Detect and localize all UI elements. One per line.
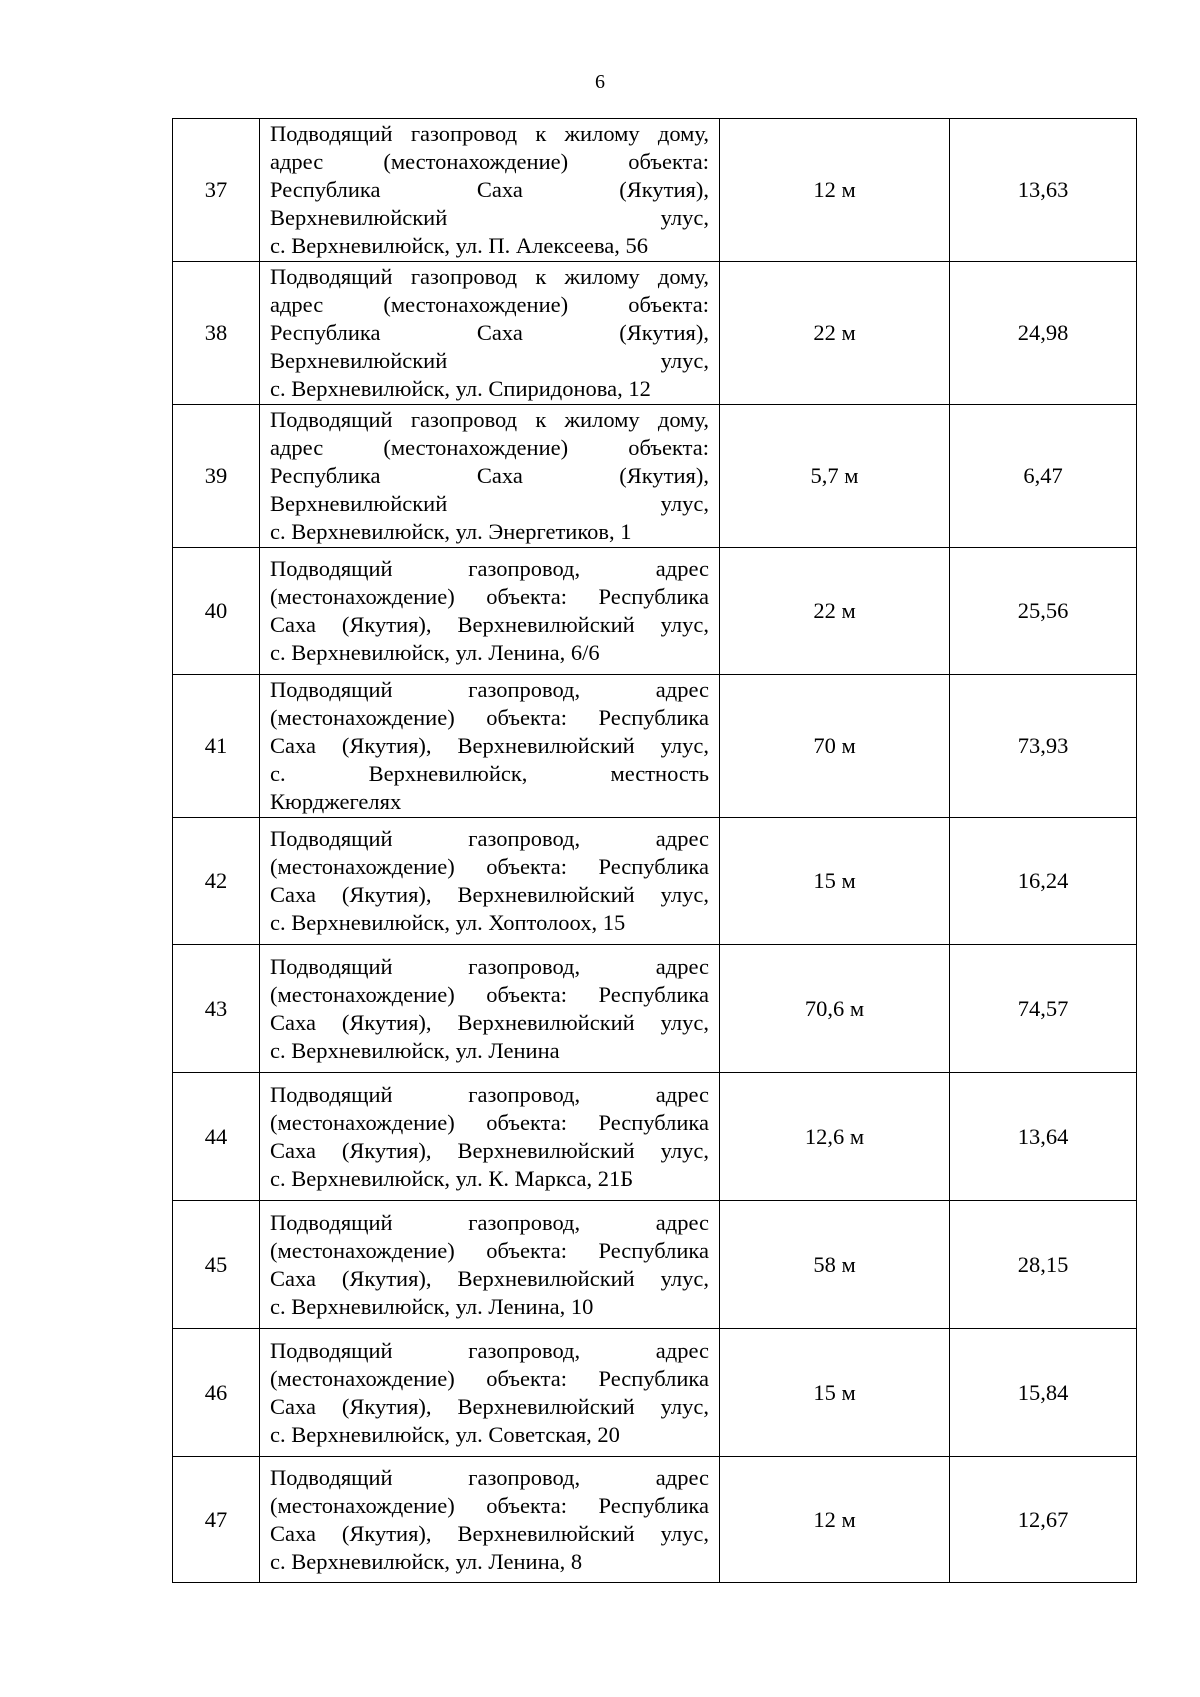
object-description [260,818,720,945]
page-number: 6 [595,71,605,93]
description-line: с. Верхневилюйск, ул. Ленина, 10 [270,1293,594,1319]
description-line: с. Верхневилюйск, ул. К. Маркса, 21Б [270,1165,634,1191]
table-row [173,945,1137,1073]
description-line: Республика Саха (Якутия), [270,177,709,202]
description-line: (местонахождение) объекта: Республика [270,1492,709,1518]
description-line: Саха (Якутия), Верхневилюйский улус, [270,1265,709,1291]
description-line: (местонахождение) объекта: Республика [270,705,709,730]
pipeline-length: 70,6 м [720,945,950,1073]
row-number: 39 [173,405,260,548]
description-line: Подводящий газопровод, адрес [270,1464,709,1490]
object-description [260,1073,720,1201]
cost-value: 25,56 [950,548,1137,675]
table-row [173,1329,1137,1457]
table-row [173,1457,1137,1583]
row-number: 38 [173,262,260,405]
description-line: Подводящий газопровод, адрес [270,556,709,581]
description-line: Саха (Якутия), Верхневилюйский улус, [270,1393,709,1419]
row-number: 37 [173,119,260,262]
cost-value: 74,57 [950,945,1137,1073]
description-line: с. Верхневилюйск, ул. Энергетиков, 1 [270,519,632,544]
description-line: Подводящий газопровод, адрес [270,826,709,851]
object-description [260,1329,720,1457]
description-line: Подводящий газопровод, адрес [270,1081,709,1107]
description-line: Подводящий газопровод к жилому дому, [270,407,709,432]
description-line: с. Верхневилюйск, ул. Хоптолоох, 15 [270,910,626,935]
table-row [173,1073,1137,1201]
table-row [173,262,1137,405]
object-description [260,262,720,405]
pipeline-length: 12 м [720,1457,950,1583]
description-line: (местонахождение) объекта: Республика [270,1237,709,1263]
pipeline-length: 15 м [720,818,950,945]
pipeline-length: 70 м [720,675,950,818]
table-row [173,119,1137,262]
description-line: с. Верхневилюйск, ул. Ленина, 6/6 [270,640,600,665]
description-line: Подводящий газопровод, адрес [270,1209,709,1235]
object-description [260,1457,720,1583]
description-line: Республика Саха (Якутия), [270,463,709,488]
description-line: адрес (местонахождение) объекта: [270,435,709,460]
description-line: Саха (Якутия), Верхневилюйский улус, [270,612,709,637]
object-description [260,1201,720,1329]
description-line: Саха (Якутия), Верхневилюйский улус, [270,1137,709,1163]
cost-value: 73,93 [950,675,1137,818]
description-line: Подводящий газопровод к жилому дому, [270,264,709,289]
row-number: 42 [173,818,260,945]
pipeline-length: 22 м [720,548,950,675]
cost-value: 12,67 [950,1457,1137,1583]
cost-value: 28,15 [950,1201,1137,1329]
description-line: Саха (Якутия), Верхневилюйский улус, [270,1520,709,1546]
row-number: 45 [173,1201,260,1329]
description-line: Саха (Якутия), Верхневилюйский улус, [270,1009,709,1035]
object-description [260,548,720,675]
row-number: 46 [173,1329,260,1457]
row-number: 43 [173,945,260,1073]
description-line: Подводящий газопровод, адрес [270,677,709,702]
table-row [173,1201,1137,1329]
description-line: (местонахождение) объекта: Республика [270,1109,709,1135]
description-line: Республика Саха (Якутия), [270,320,709,345]
description-line: адрес (местонахождение) объекта: [270,149,709,174]
pipeline-length: 12 м [720,119,950,262]
object-description [260,675,720,818]
description-line: Саха (Якутия), Верхневилюйский улус, [270,882,709,907]
cost-value: 13,64 [950,1073,1137,1201]
description-line: Подводящий газопровод к жилому дому, [270,121,709,146]
description-line: (местонахождение) объекта: Республика [270,584,709,609]
cost-value: 16,24 [950,818,1137,945]
description-line: Саха (Якутия), Верхневилюйский улус, [270,733,709,758]
description-line: Кюрджегелях [270,789,402,814]
description-line: Верхневилюйский улус, [270,205,709,230]
object-description [260,405,720,548]
description-line: с. Верхневилюйск, ул. Ленина [270,1037,560,1063]
object-description [260,945,720,1073]
table-body [173,119,1137,1583]
pipeline-length: 15 м [720,1329,950,1457]
cost-value: 15,84 [950,1329,1137,1457]
pipeline-length: 5,7 м [720,405,950,548]
cost-value: 6,47 [950,405,1137,548]
description-line: с. Верхневилюйск, местность [270,761,709,786]
description-line: Подводящий газопровод, адрес [270,953,709,979]
cost-value: 24,98 [950,262,1137,405]
pipeline-length: 22 м [720,262,950,405]
table-row [173,818,1137,945]
description-line: с. Верхневилюйск, ул. Спиридонова, 12 [270,376,651,401]
pipeline-length: 58 м [720,1201,950,1329]
description-line: с. Верхневилюйск, ул. Ленина, 8 [270,1548,583,1574]
row-number: 40 [173,548,260,675]
row-number: 44 [173,1073,260,1201]
description-line: (местонахождение) объекта: Республика [270,1365,709,1391]
description-line: Подводящий газопровод, адрес [270,1337,709,1363]
table-row [173,675,1137,818]
document-table [172,118,1137,1583]
description-line: Верхневилюйский улус, [270,491,709,516]
object-description [260,119,720,262]
table-row [173,548,1137,675]
description-line: с. Верхневилюйск, ул. П. Алексеева, 56 [270,233,649,258]
row-number: 47 [173,1457,260,1583]
pipeline-length: 12,6 м [720,1073,950,1201]
description-line: (местонахождение) объекта: Республика [270,981,709,1007]
description-line: с. Верхневилюйск, ул. Советская, 20 [270,1421,620,1447]
description-line: (местонахождение) объекта: Республика [270,854,709,879]
description-line: адрес (местонахождение) объекта: [270,292,709,317]
row-number: 41 [173,675,260,818]
description-line: Верхневилюйский улус, [270,348,709,373]
cost-value: 13,63 [950,119,1137,262]
table-row [173,405,1137,548]
